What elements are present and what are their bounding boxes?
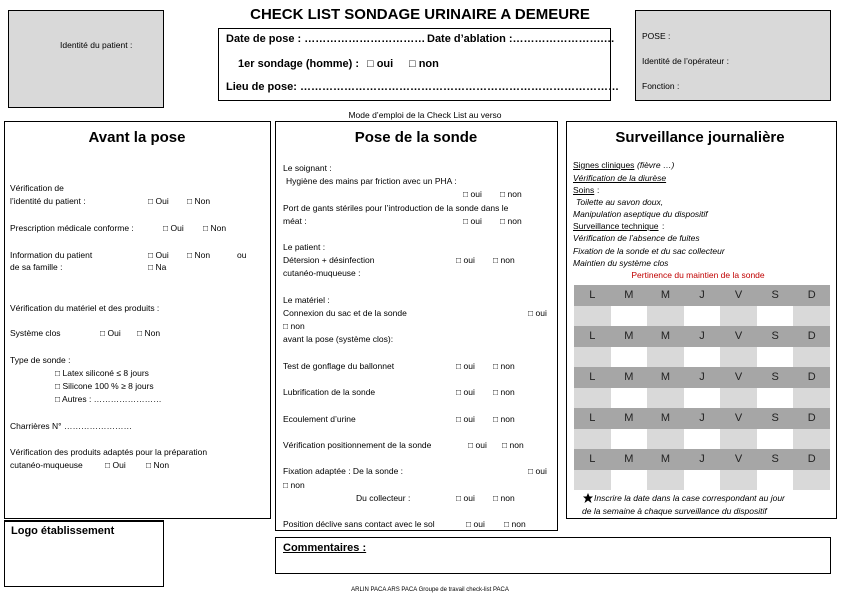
date-entry-cell[interactable] xyxy=(684,470,721,491)
first-sondage-non-checkbox[interactable]: □ non xyxy=(409,58,439,70)
collecteur-oui-checkbox[interactable]: □ oui xyxy=(456,493,475,503)
date-entry-cell[interactable] xyxy=(684,429,721,450)
text: Le patient : xyxy=(283,242,326,252)
day-header-cell: J xyxy=(684,367,721,388)
gants-non-checkbox[interactable]: □ non xyxy=(500,216,522,226)
day-header-cell: M xyxy=(611,326,648,347)
date-entry-cell[interactable] xyxy=(647,347,684,368)
systeme-clos-non-checkbox[interactable]: □ Non xyxy=(137,328,161,338)
day-header-cell: D xyxy=(793,285,830,306)
day-header-cell: J xyxy=(684,326,721,347)
date-entry-cell[interactable] xyxy=(611,429,648,450)
day-header-cell: D xyxy=(793,408,830,429)
pose-sonde-title: Pose de la sonde xyxy=(354,129,478,146)
hygiene-oui-checkbox[interactable]: □ oui xyxy=(463,189,482,199)
text: Maintien du système clos xyxy=(573,258,669,268)
surveillance-title: Surveillance journalière xyxy=(615,129,785,146)
day-header-cell: L xyxy=(574,449,611,470)
charrieres-field[interactable]: Charrières N° …………………… xyxy=(10,421,132,431)
avant-pose-title: Avant la pose xyxy=(88,129,186,146)
connexion-non-checkbox[interactable]: □ non xyxy=(283,321,305,331)
date-entry-cell[interactable] xyxy=(757,429,794,450)
text: cutanéo-muqueuse xyxy=(10,460,83,470)
day-header-cell: J xyxy=(684,408,721,429)
day-header-cell: M xyxy=(647,326,684,347)
date-entry-cell[interactable] xyxy=(647,470,684,491)
text: Vérification de xyxy=(10,183,64,193)
day-header-cell: V xyxy=(720,326,757,347)
lieu-pose-field[interactable]: Lieu de pose: …………………………………………………………………………… xyxy=(226,81,619,93)
ecoulement-oui-checkbox[interactable]: □ oui xyxy=(456,414,475,424)
day-header-cell: M xyxy=(611,449,648,470)
day-header-cell: S xyxy=(757,326,794,347)
text: Surveillance technique xyxy=(573,221,659,231)
text: Type de sonde : xyxy=(10,355,71,365)
day-header-cell: J xyxy=(684,285,721,306)
autres-checkbox[interactable]: □ Autres : …………………… xyxy=(55,394,162,404)
day-header-cell: L xyxy=(574,285,611,306)
date-entry-cell[interactable] xyxy=(684,388,721,409)
positionnement-non-checkbox[interactable]: □ non xyxy=(502,440,524,450)
page-title: CHECK LIST SONDAGE URINAIRE A DEMEURE xyxy=(250,6,590,23)
prescription-oui-checkbox[interactable]: □ Oui xyxy=(163,223,184,233)
text: Position déclive sans contact avec le sol xyxy=(283,519,435,529)
date-entry-cell[interactable] xyxy=(793,429,830,450)
date-entry-cell[interactable] xyxy=(611,306,648,327)
produits-non-checkbox[interactable]: □ Non xyxy=(146,460,170,470)
declive-non-checkbox[interactable]: □ non xyxy=(504,519,526,529)
date-entry-cell[interactable] xyxy=(611,470,648,491)
text: (fièvre …) xyxy=(637,160,675,170)
test-oui-checkbox[interactable]: □ oui xyxy=(456,361,475,371)
date-entry-cell[interactable] xyxy=(720,429,757,450)
date-entry-cell[interactable] xyxy=(793,347,830,368)
text: Fixation adaptée : De la sonde : xyxy=(283,466,404,476)
logo-label: Logo établissement xyxy=(11,525,115,537)
first-sondage-label: 1er sondage (homme) : xyxy=(238,58,360,70)
date-pose-field[interactable]: Date de pose : …………………………… xyxy=(226,33,426,45)
text: l’identité du patient : xyxy=(10,196,86,206)
text: méat : xyxy=(283,216,307,226)
comments-label: Commentaires : xyxy=(283,542,367,554)
date-entry-cell[interactable] xyxy=(647,306,684,327)
text: Le matériel : xyxy=(283,295,330,305)
date-entry-cell[interactable] xyxy=(574,306,611,327)
day-header-cell: M xyxy=(647,367,684,388)
text: Fixation de la sonde et du sac collecteur xyxy=(573,246,725,256)
day-header-cell: M xyxy=(647,285,684,306)
patient-identity-label: Identité du patient : xyxy=(60,40,133,50)
date-entry-cell[interactable] xyxy=(720,470,757,491)
date-entry-cell[interactable] xyxy=(757,306,794,327)
text: Ecoulement d’urine xyxy=(283,414,356,424)
day-header-cell: L xyxy=(574,326,611,347)
latex-checkbox[interactable]: □ Latex siliconé ≤ 8 jours xyxy=(55,368,149,378)
pose-label: POSE : xyxy=(642,31,671,41)
day-header-cell: S xyxy=(757,367,794,388)
prescription-non-checkbox[interactable]: □ Non xyxy=(203,223,227,233)
text: Manipulation aseptique du dispositif xyxy=(573,209,708,219)
text: Soins xyxy=(573,185,595,195)
date-entry-cell[interactable] xyxy=(574,470,611,491)
first-sondage-oui-checkbox[interactable]: □ oui xyxy=(367,58,394,70)
date-entry-cell[interactable] xyxy=(574,347,611,368)
day-header-cell: D xyxy=(793,367,830,388)
test-non-checkbox[interactable]: □ non xyxy=(493,361,515,371)
date-entry-cell[interactable] xyxy=(757,347,794,368)
day-header-cell: M xyxy=(611,408,648,429)
text: Vérification de l’absence de fuites xyxy=(573,233,700,243)
positionnement-oui-checkbox[interactable]: □ oui xyxy=(468,440,487,450)
day-header-cell: L xyxy=(574,367,611,388)
text: Connexion du sac et de la sonde xyxy=(283,308,407,318)
day-header-cell: M xyxy=(611,367,648,388)
footer-credits: ARLIN PACA ARS PACA Groupe de travail check-list PACA xyxy=(351,587,509,593)
text: Lubrification de la sonde xyxy=(283,387,376,397)
silicone-checkbox[interactable]: □ Silicone 100 % ≥ 8 jours xyxy=(55,381,154,391)
date-entry-cell[interactable] xyxy=(720,306,757,327)
date-entry-cell[interactable] xyxy=(684,306,721,327)
day-header-cell: L xyxy=(574,408,611,429)
text: Vérification positionnement de la sonde xyxy=(283,440,432,450)
text: Signes cliniques xyxy=(573,160,635,170)
day-header-cell: J xyxy=(684,449,721,470)
text: Vérification de la diurèse xyxy=(573,173,667,183)
date-entry-cell[interactable] xyxy=(647,388,684,409)
text: cutanéo-muqueuse : xyxy=(283,268,361,278)
day-header-cell: S xyxy=(757,449,794,470)
star-bullet-icon xyxy=(583,493,593,503)
systeme-clos-oui-checkbox[interactable]: □ Oui xyxy=(100,328,121,338)
date-entry-cell[interactable] xyxy=(647,429,684,450)
date-entry-cell[interactable] xyxy=(574,429,611,450)
declive-oui-checkbox[interactable]: □ oui xyxy=(466,519,485,529)
verif-identite-oui-checkbox[interactable]: □ Oui xyxy=(148,196,169,206)
verif-identite-non-checkbox[interactable]: □ Non xyxy=(187,196,211,206)
information-na-checkbox[interactable]: □ Na xyxy=(148,262,167,272)
day-header-cell: V xyxy=(720,449,757,470)
patient-identity-box[interactable] xyxy=(8,10,164,108)
day-header-cell: S xyxy=(757,285,794,306)
text: de sa famille : xyxy=(10,262,63,272)
text: Du collecteur : xyxy=(356,493,411,503)
date-entry-cell[interactable] xyxy=(793,470,830,491)
detersion-oui-checkbox[interactable]: □ oui xyxy=(456,255,475,265)
mode-emploi-note: Mode d’emploi de la Check List au verso xyxy=(348,110,502,120)
text: Vérification des produits adaptés pour la préparation xyxy=(10,447,208,457)
information-oui-checkbox[interactable]: □ Oui xyxy=(148,250,169,260)
day-header-cell: D xyxy=(793,326,830,347)
fonction-label: Fonction : xyxy=(642,81,680,91)
text: Le soignant : xyxy=(283,163,332,173)
lubrification-non-checkbox[interactable]: □ non xyxy=(493,387,515,397)
text: ou xyxy=(237,250,247,260)
date-entry-cell[interactable] xyxy=(720,388,757,409)
day-header-cell: M xyxy=(647,408,684,429)
text: Toilette au savon doux, xyxy=(576,197,664,207)
day-header-cell: M xyxy=(611,285,648,306)
text: avant la pose (système clos): xyxy=(283,334,394,344)
date-entry-cell[interactable] xyxy=(611,388,648,409)
date-entry-cell[interactable] xyxy=(684,347,721,368)
text: Inscrire la date dans la case correspondant au jour xyxy=(594,493,785,503)
text: Détersion + désinfection xyxy=(283,255,375,265)
produits-oui-checkbox[interactable]: □ Oui xyxy=(105,460,126,470)
gants-oui-checkbox[interactable]: □ oui xyxy=(463,216,482,226)
text: Prescription médicale conforme : xyxy=(10,223,134,233)
text: Hygiène des mains par friction avec un PHA : xyxy=(286,176,457,186)
detersion-non-checkbox[interactable]: □ non xyxy=(493,255,515,265)
weekly-day-grid xyxy=(574,285,830,490)
text: Vérification du matériel et des produits : xyxy=(10,303,160,313)
text: Test de gonflage du ballonnet xyxy=(283,361,395,371)
date-entry-cell[interactable] xyxy=(757,470,794,491)
date-entry-cell[interactable] xyxy=(757,388,794,409)
lubrification-oui-checkbox[interactable]: □ oui xyxy=(456,387,475,397)
text: Port de gants stériles pour l’introduction de la sonde dans le xyxy=(283,203,509,213)
ecoulement-non-checkbox[interactable]: □ non xyxy=(493,414,515,424)
date-ablation-field[interactable]: Date d’ablation :…………………….… xyxy=(427,33,615,45)
text: : xyxy=(662,221,665,231)
date-entry-cell[interactable] xyxy=(793,306,830,327)
text: : xyxy=(597,185,600,195)
text: Système clos xyxy=(10,328,61,338)
hygiene-non-checkbox[interactable]: □ non xyxy=(500,189,522,199)
day-header-cell: S xyxy=(757,408,794,429)
date-entry-cell[interactable] xyxy=(611,347,648,368)
date-entry-cell[interactable] xyxy=(574,388,611,409)
fixation-sonde-non-checkbox[interactable]: □ non xyxy=(283,480,305,490)
day-header-cell: M xyxy=(647,449,684,470)
operator-identity-label: Identité de l’opérateur : xyxy=(642,56,729,66)
day-header-cell: V xyxy=(720,408,757,429)
day-header-cell: V xyxy=(720,285,757,306)
fixation-sonde-oui-checkbox[interactable]: □ oui xyxy=(528,466,547,476)
date-entry-cell[interactable] xyxy=(793,388,830,409)
text: de la semaine à chaque surveillance du dispositif xyxy=(582,506,767,516)
day-header-cell: D xyxy=(793,449,830,470)
date-entry-cell[interactable] xyxy=(720,347,757,368)
pertinence-heading: Pertinence du maintien de la sonde xyxy=(631,270,765,280)
collecteur-non-checkbox[interactable]: □ non xyxy=(493,493,515,503)
information-non-checkbox[interactable]: □ Non xyxy=(187,250,211,260)
connexion-oui-checkbox[interactable]: □ oui xyxy=(528,308,547,318)
text: Information du patient xyxy=(10,250,93,260)
day-header-cell: V xyxy=(720,367,757,388)
